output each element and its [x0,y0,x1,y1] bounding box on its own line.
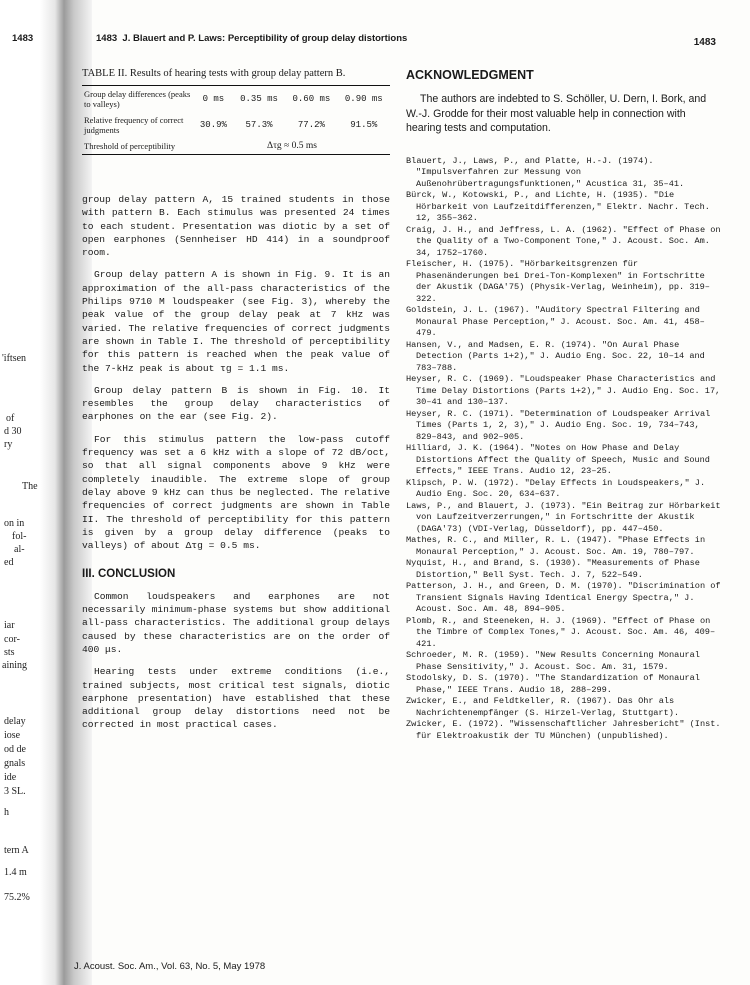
table-cell: 0.35 ms [240,94,278,104]
table-cell: Δτg ≈ 0.5 ms [267,141,317,151]
paragraph: group delay pattern A, 15 trained students in those with pattern B. Each stimulus was presented 24 times to each student. Presentation was diotic by a set of open earphones (Sennheiser HD 414) in a soundproof room. [82,194,390,259]
reference-item: Blauert, J., Laws, P., and Platte, H.-J. (1974). "Impulsverfahren zur Messung von Außenohrübertragungsfunktionen," Acustica 31, 35–41. [406,155,685,189]
running-head-page: 1483 [96,33,118,44]
page-number-left: 1483 [12,33,34,44]
table-row [82,138,390,154]
reference-item: Hansen, V., and Madsen, E. R. (1974). "On Aural Phase Detection (Parts 1+2)," J. Audio Eng. Soc. 22, 10–14 and 783–788. [406,339,705,373]
reference-item: Heyser, R. C. (1971). "Determination of Loudspeaker Arrival Times (Parts 1, 2, 3)," J. Audio Eng. Soc. 19, 734–743, 829–843, and 902–905. [406,408,711,442]
bleed-fragment: d 30 [4,426,22,437]
bleed-fragment: iose [4,730,21,741]
reference-item: Schroeder, M. R. (1959). "New Results Concerning Monaural Phase Sensitivity," J. Acoust. Soc. Am. 31, 1579. [406,650,700,672]
table-bottom-rule [82,154,390,155]
running-head [96,33,407,44]
bleed-fragment: gnals [4,758,26,769]
reference-item: Zwicker, E. (1972). "Wissenschaftlicher Jahresbericht" (Inst. für Elektroakustik der TU München) (unpublished). [406,719,721,741]
table-cell: 91.5% [350,120,378,130]
bleed-fragment: 1.4 m [4,867,27,878]
reference-item: Plomb, R., and Steeneken, H. J. (1969). "Effect of Phase on the Timbre of Complex Tones," J. Acoust. Soc. Am. 46, 409–421. [406,615,716,649]
reference-list [406,156,722,743]
table-cell: 57.3% [245,120,273,130]
reference-item: Fleischer, H. (1975). "Hörbarkeitsgrenzen für Phasenänderungen bei Drei-Ton-Komplexen" in Fortschritte der Akustik (DAGA'75) (Physik-Verlag, Weinheim), pp. 319–322. [406,259,710,304]
bleed-fragment: od de [4,744,26,755]
table-row-label: Threshold of perceptibility [84,141,176,151]
bleed-fragment: al- [14,544,25,555]
table-row-label: Relative frequency of correct judgments [84,115,184,135]
bleed-fragment: sts [4,647,15,658]
bleed-fragment: 3 SL. [4,786,26,797]
bleed-fragment: of [6,413,15,424]
journal-footer: J. Acoust. Soc. Am., Vol. 63, No. 5, May 1978 [74,961,266,972]
running-head-title: J. Blauert and P. Laws: Perceptibility of group delay distortions [122,33,408,44]
bleed-fragment: ide [4,772,17,783]
bleed-fragment: tern A [4,845,29,856]
reference-item: Craig, J. H., and Jeffress, L. A. (1962). "Effect of Phase on the Quality of a Two-Component Tone," J. Acoust. Soc. Am. 34, 1752–1760. [406,224,721,258]
table-cell: 0.90 ms [344,94,383,104]
table-row [82,112,390,138]
acknowledgment-heading: ACKNOWLEDGMENT [406,68,534,82]
bleed-fragment: ed [4,557,14,568]
reference-item: Bürck, W., Kotowski, P., and Lichte, H. (1935). "Die Hörbarkeit von Laufzeitdifferenzen," Elektr. Nachr. Tech. 12, 355–362. [406,190,710,223]
reference-item: Hilliard, J. K. (1964). "Notes on How Phase and Delay Distortions Affect the Quality of Speech, Music and Sound Effects," IEEE Trans. Audio 12, 23–25. [406,443,710,476]
table-row-label: Group delay differences (peaks to valleys) [84,89,191,109]
reference-item: Goldstein, J. L. (1967). "Auditory Spectral Filtering and Monaural Phase Perception," J. Acoust. Soc. Am. 41, 458–479. [406,305,705,338]
results-table [82,86,390,154]
binding-shadow [0,0,92,985]
reference-item: Laws, P., and Blauert, J. (1973). "Ein Beitrag zur Hörbarkeit von Laufzeitverzerrungen," in Fortschritte der Akustik (DAGA'73) (VDI-Verlag, Düsseldorf), pp. 447–450. [406,500,721,534]
section-heading: III. CONCLUSION [82,568,176,581]
table-cell: 30.9% [199,120,227,130]
bleed-fragment: h [4,807,9,818]
bleed-fragment: 'iftsen [2,353,27,364]
bleed-fragment: fol- [12,531,27,542]
paragraph: Group delay pattern A is shown in Fig. 9. It is an approximation of the all-pass characteristics of the Philips 9710 M loudspeaker (see Fig. 3), whereby the peak value of the group delay peak at 7 kHz was varied. The relative frequencies of correct judgments are shown in Table I. The threshold of perceptibility for this pattern is reached when the peak value of the 7-kHz peak is about τg = 1.1 ms. [82,269,390,374]
table-cell: 77.2% [297,120,325,130]
reference-item: Klipsch, P. W. (1972). "Delay Effects in Loudspeakers," J. Audio Eng. Soc. 20, 634–637. [406,477,706,499]
paragraph: For this stimulus pattern the low-pass cutoff frequency was set a 6 kHz with a slope of 72 dB/oct, so that all signal components above 9 kHz were completely inaudible. The extreme slope of group delay above 9 kHz can thus be neglected. The relative frequencies of correct judgments are shown in Table II. The threshold of perceptibility for this pattern is given by a group delay difference (peaks to valleys) of about Δτg = 0.5 ms. [82,433,390,552]
bleed-fragment: The [22,481,38,492]
reference-item: Mathes, R. C., and Miller, R. L. (1947). "Phase Effects in Monaural Perception," J. Acoust. Soc. Am. 19, 780–797. [406,535,706,557]
table-cell: 0 ms [202,94,225,104]
bleed-fragment: cor- [4,634,20,645]
paragraph: Common loudspeakers and earphones are not necessarily minimum-phase systems but show additional all-pass characteristics. The additional group delays caused by these characteristics are on the order of 400 μs. [82,590,390,655]
reference-item: Stodolsky, D. S. (1970). "The Standardization of Monaural Phase," IEEE Trans. Audio 18, 288–299. [406,673,700,695]
page-number-right: 1483 [693,37,716,48]
reference-item: Heyser, R. C. (1969). "Loudspeaker Phase Characteristics and Time Delay Distortions (Parts 1+2)," J. Audio Eng. Soc. 17, 30–41 and 130–137. [406,374,721,407]
acknowledgment-text: The authors are indebted to S. Schöller, U. Dern, I. Bork, and W.-J. Grodde for their most valuable help in connection with hearing tests and computation. [406,93,707,134]
paragraph: Group delay pattern B is shown in Fig. 10. It resembles the group delay characteristics of earphones on the ear (see Fig. 2). [82,384,390,423]
reference-item: Nyquist, H., and Brand, S. (1930). "Measurements of Phase Distortion," Bell Syst. Tech. J. 7, 522–549. [406,558,700,580]
bleed-fragment: ry [4,439,13,450]
reference-item: Patterson, J. H., and Green, D. M. (1970). "Discrimination of Transient Signals Having Identical Energy Spectra," J. Acoust. Soc. Am. 48, 894–905. [406,581,721,614]
reference-item: Zwicker, E., and Feldtkeller, R. (1967). Das Ohr als Nachrichtenempfänger (S. Hirzel-Verlag, Stuttgart). [406,696,680,718]
bleed-fragment: on in [4,518,25,529]
left-column [82,68,390,741]
bleed-fragment: iar [4,620,15,631]
table-cell: 0.60 ms [292,94,331,104]
body-text-left [82,193,390,732]
bleed-fragment: aining [2,660,27,671]
paragraph: Hearing tests under extreme conditions (i.e., trained subjects, most critical test signals, diotic earphone presentation) have established that these additional group delay distortions need not be corrected in most practical cases. [82,666,390,731]
bleed-fragment: delay [4,716,26,727]
right-column [406,68,722,742]
table-row [82,86,390,112]
table-caption: TABLE II. Results of hearing tests with group delay pattern B. [82,68,346,79]
bleed-fragment: 75.2% [4,892,30,903]
